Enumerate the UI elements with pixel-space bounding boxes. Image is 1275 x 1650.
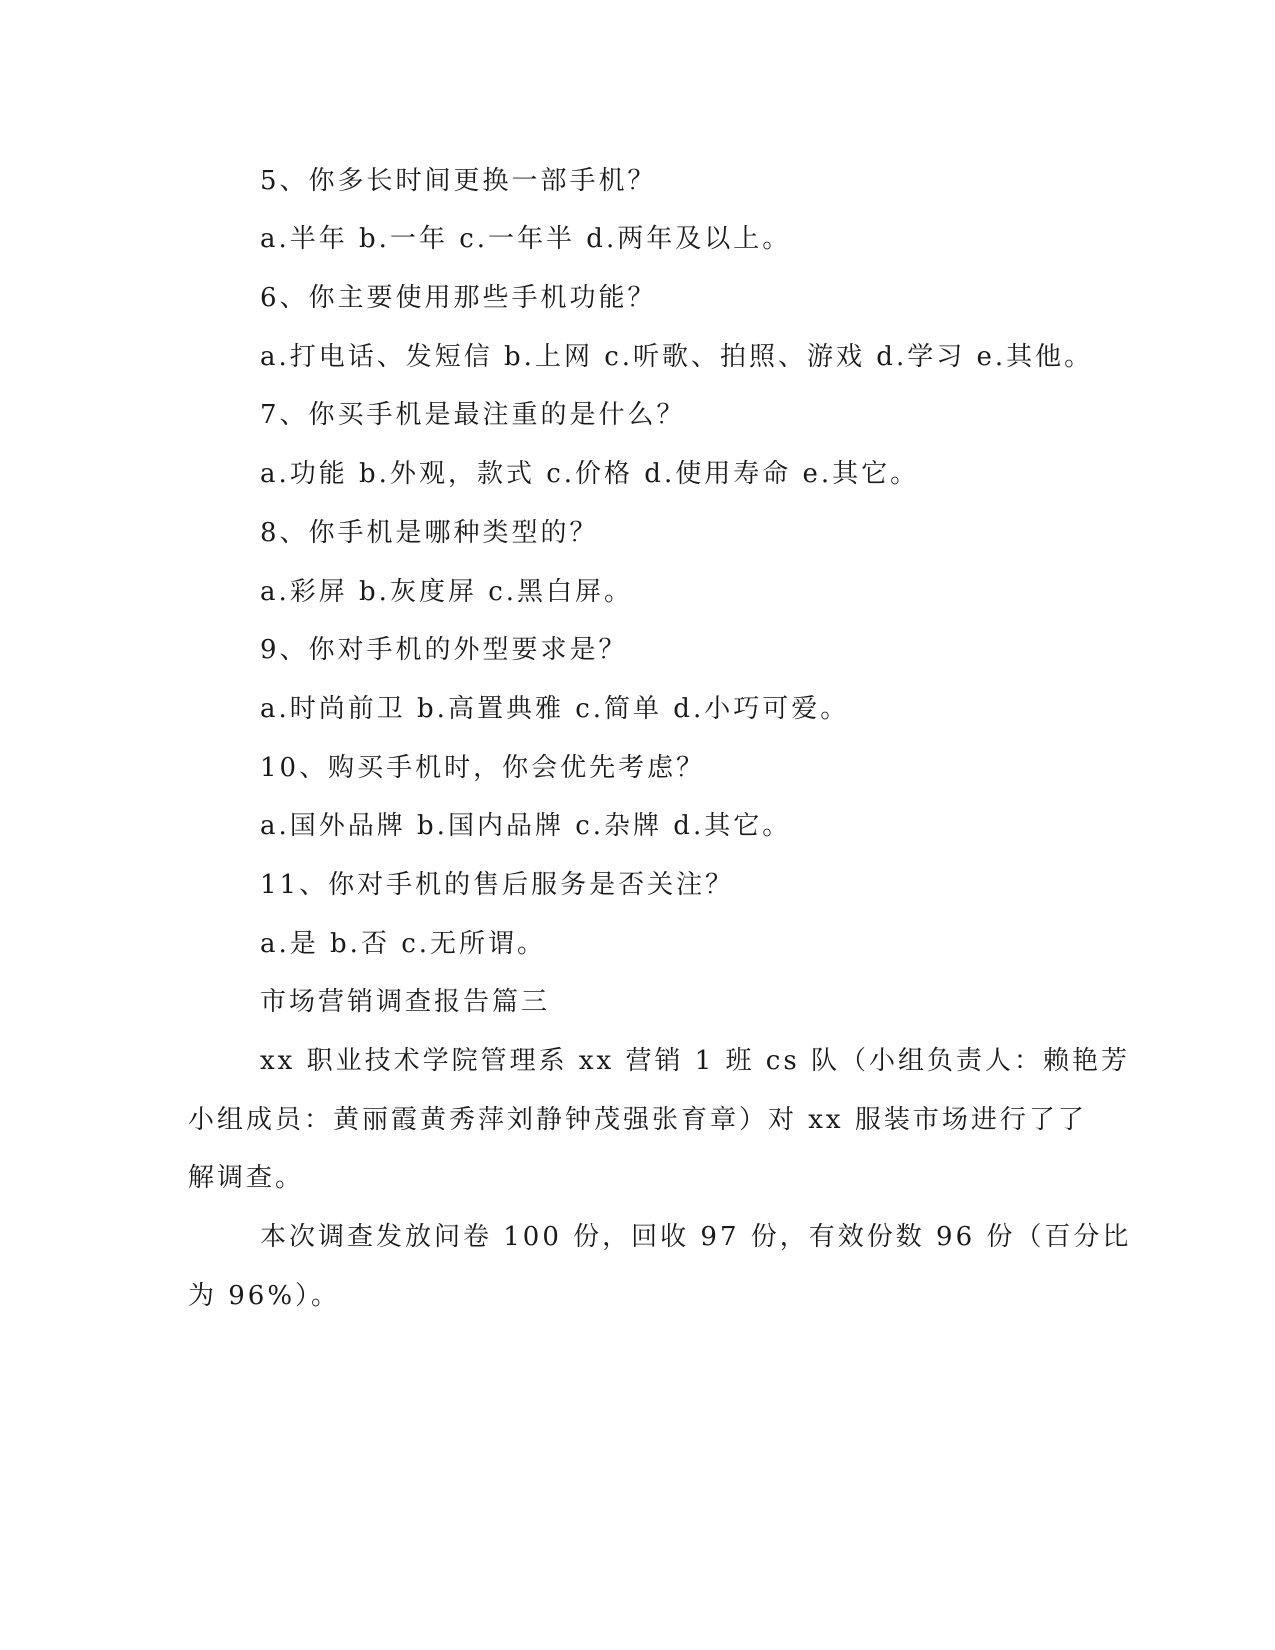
question-9: 9、你对手机的外型要求是？ [260, 635, 628, 665]
question-8: 8、你手机是哪种类型的？ [260, 518, 599, 548]
answer-8: a.彩屏 b.灰度屏 c.黑白屏。 [260, 577, 634, 607]
answer-5: a.半年 b.一年 c.一年半 d.两年及以上。 [260, 224, 792, 254]
answer-9: a.时尚前卫 b.高置典雅 c.简单 d.小巧可爱。 [260, 694, 850, 724]
section-heading: 市场营销调查报告篇三 [260, 987, 551, 1017]
paragraph-2-line-2: 为 96%）。 [188, 1281, 341, 1311]
paragraph-1-line-3: 解调查。 [188, 1163, 305, 1193]
question-10: 10、购买手机时，你会优先考虑？ [260, 753, 706, 783]
answer-10: a.国外品牌 b.国内品牌 c.杂牌 d.其它。 [260, 811, 792, 841]
paragraph-1-line-2: 小组成员：黄丽霞黄秀萍刘静钟茂强张育章）对 xx 服装市场进行了了 [188, 1105, 1087, 1135]
question-5: 5、你多长时间更换一部手机？ [260, 166, 657, 196]
paragraph-2-line-1: 本次调查发放问卷 100 份，回收 97 份，有效份数 96 份（百分比 [260, 1222, 1132, 1252]
question-7: 7、你买手机是最注重的是什么？ [260, 400, 686, 430]
answer-7: a.功能 b.外观，款式 c.价格 d.使用寿命 e.其它。 [260, 459, 920, 489]
question-11: 11、你对手机的售后服务是否关注？ [260, 870, 735, 900]
paragraph-1-line-1: xx 职业技术学院管理系 xx 营销 1 班 cs 队（小组负责人：赖艳芳 [260, 1046, 1130, 1076]
question-6: 6、你主要使用那些手机功能？ [260, 283, 657, 313]
answer-11: a.是 b.否 c.无所谓。 [260, 929, 547, 959]
answer-6: a.打电话、发短信 b.上网 c.听歌、拍照、游戏 d.学习 e.其他。 [260, 342, 1094, 372]
